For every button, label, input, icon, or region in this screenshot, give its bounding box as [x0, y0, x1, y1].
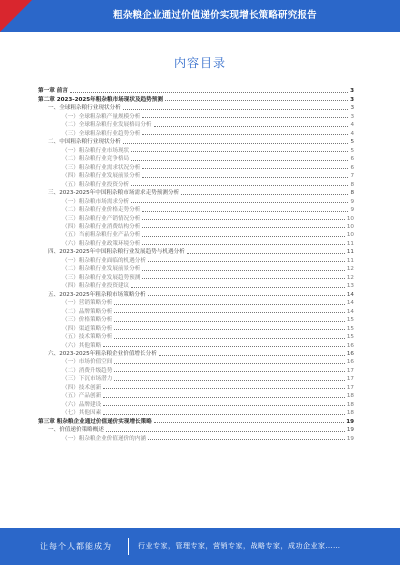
- toc-entry[interactable]: [38, 162, 354, 170]
- toc-leader-dots: [114, 304, 345, 305]
- toc-entry-title: 第三章 粗杂粮企业通过价值递价实现增长策略: [38, 418, 152, 425]
- toc-entry[interactable]: [38, 374, 354, 382]
- toc-leader-dots: [165, 100, 348, 101]
- toc-entry-title: （七）其他因素: [62, 410, 102, 417]
- toc-entry-page: 11: [346, 240, 354, 247]
- toc-leader-dots: [103, 388, 345, 389]
- toc-entry-title: （一）全球粗杂粮产量规模分析: [62, 113, 141, 120]
- toc-entry-page: 18: [346, 410, 354, 417]
- toc-leader-dots: [142, 168, 348, 169]
- toc-entry[interactable]: [38, 86, 354, 94]
- toc-entry-page: 15: [346, 334, 354, 341]
- toc-leader-dots: [114, 312, 345, 313]
- toc-leader-dots: [131, 202, 348, 203]
- toc-entry-page: 3: [350, 88, 354, 95]
- toc-entry-title: （二）粗杂粮行业竞争格局: [62, 156, 130, 163]
- toc-entry-page: 4: [350, 122, 354, 129]
- toc-leader-dots: [159, 355, 345, 356]
- toc-entry-title: （一）粗杂粮企业价值递价的内涵: [62, 435, 146, 442]
- toc-leader-dots: [142, 270, 345, 271]
- toc-entry-page: 17: [346, 376, 354, 383]
- toc-entry-title: （四）粗杂粮行业投资建议: [62, 283, 130, 290]
- toc-entry[interactable]: [38, 306, 354, 314]
- toc-leader-dots: [181, 194, 348, 195]
- toc-entry[interactable]: [38, 145, 354, 153]
- toc-leader-dots: [114, 338, 345, 339]
- toc-entry-title: （二）粗杂粮行业发展前景分析: [62, 266, 141, 273]
- toc-entry[interactable]: [38, 349, 354, 357]
- toc-entry-page: 16: [346, 359, 354, 366]
- toc-entry-page: 16: [346, 342, 354, 349]
- toc-entry-title: （六）品牌建设: [62, 401, 102, 408]
- toc-entry[interactable]: [38, 94, 354, 102]
- toc-leader-dots: [106, 431, 345, 432]
- header-banner: [0, 0, 400, 32]
- toc-entry[interactable]: [38, 332, 354, 340]
- toc-leader-dots: [114, 321, 345, 322]
- toc-entry[interactable]: [38, 230, 354, 238]
- toc-leader-dots: [70, 92, 348, 93]
- toc-entry[interactable]: [38, 416, 354, 424]
- toc-leader-dots: [114, 380, 345, 381]
- toc-entry-title: （三）粗杂粮行业产销情况分析: [62, 215, 141, 222]
- toc-entry-page: 11: [346, 257, 354, 264]
- toc-leader-dots: [103, 405, 345, 406]
- toc-entry-title: （四）粗杂粮行业消费结构分析: [62, 223, 141, 230]
- toc-leader-dots: [131, 151, 348, 152]
- toc-entry-page: 15: [346, 317, 354, 324]
- toc-leader-dots: [148, 261, 345, 262]
- toc-entry-title: （四）渠道策略分析: [62, 325, 113, 332]
- toc-entry-title: （四）粗杂粮行业发展前景分析: [62, 173, 141, 180]
- toc-entry-page: 12: [346, 274, 354, 281]
- toc-entry[interactable]: [38, 179, 354, 187]
- toc-entry-page: 4: [350, 130, 354, 137]
- toc-entry-title: 四、2023-2025年中国粗杂粮行业发展趋势与机遇分析: [48, 249, 185, 256]
- toc-entry[interactable]: [38, 137, 354, 145]
- report-title: 粗杂粮企业通过价值递价实现增长策略研究报告: [113, 10, 317, 21]
- toc-entry[interactable]: [38, 357, 354, 365]
- toc-entry[interactable]: [38, 340, 354, 348]
- toc-entry[interactable]: [38, 128, 354, 136]
- toc-entry-page: 3: [350, 113, 354, 120]
- toc-entry-title: （二）粗杂粮行业价格走势分析: [62, 207, 141, 214]
- table-of-contents: [38, 86, 354, 442]
- toc-entry-title: （五）当前粗杂粮行业产品分析: [62, 232, 141, 239]
- toc-entry[interactable]: [38, 171, 354, 179]
- toc-entry[interactable]: [38, 272, 354, 280]
- toc-entry-page: 8: [350, 181, 354, 188]
- toc-entry-title: （三）全球粗杂粮行业趋势分析: [62, 130, 141, 137]
- toc-entry-title: （六）粗杂粮行业政策环境分析: [62, 240, 141, 247]
- toc-entry-page: 6: [350, 156, 354, 163]
- header-red-corner: [0, 0, 32, 32]
- toc-entry-title: 五、2023-2025年粗杂粮市场策略分析: [48, 291, 146, 298]
- toc-entry-title: （三）粗杂粮行业需求状况分析: [62, 164, 141, 171]
- toc-entry-page: 5: [350, 139, 354, 146]
- toc-leader-dots: [148, 295, 345, 296]
- toc-entry[interactable]: [38, 433, 354, 441]
- toc-entry-title: 一、全球粗杂粮行业现状分析: [48, 105, 121, 112]
- toc-entry-title: （三）粗杂粮行业发展趋势预测: [62, 274, 141, 281]
- toc-entry-title: （五）产品创新: [62, 393, 102, 400]
- toc-entry[interactable]: [38, 255, 354, 263]
- toc-entry[interactable]: [38, 298, 354, 306]
- toc-entry[interactable]: [38, 238, 354, 246]
- toc-entry[interactable]: [38, 408, 354, 416]
- toc-entry-page: 14: [346, 300, 354, 307]
- toc-leader-dots: [142, 117, 348, 118]
- toc-entry-title: （五）技术策略分析: [62, 334, 113, 341]
- toc-entry[interactable]: [38, 247, 354, 255]
- toc-leader-dots: [131, 185, 348, 186]
- toc-entry-page: 13: [346, 283, 354, 290]
- toc-entry[interactable]: [38, 120, 354, 128]
- toc-entry[interactable]: [38, 154, 354, 162]
- toc-leader-dots: [142, 236, 345, 237]
- toc-leader-dots: [103, 397, 345, 398]
- toc-leader-dots: [114, 329, 345, 330]
- toc-entry-page: 14: [346, 291, 354, 298]
- toc-entry-page: 3: [350, 105, 354, 112]
- toc-entry-title: 一、价值递价策略概述: [48, 427, 104, 434]
- toc-leader-dots: [148, 439, 345, 440]
- toc-entry[interactable]: [38, 264, 354, 272]
- footer-banner: [0, 528, 400, 565]
- toc-entry-page: 12: [346, 266, 354, 273]
- toc-entry-page: 19: [346, 418, 354, 425]
- toc-leader-dots: [154, 126, 349, 127]
- toc-leader-dots: [142, 211, 348, 212]
- toc-leader-dots: [123, 143, 349, 144]
- toc-entry-page: 3: [350, 96, 354, 103]
- toc-entry-page: 16: [346, 351, 354, 357]
- toc-entry-page: 8: [350, 190, 354, 197]
- toc-entry-title: （一）粗杂粮行业面临的机遇分析: [62, 257, 146, 264]
- toc-entry-page: 9: [350, 207, 354, 214]
- toc-leader-dots: [154, 422, 344, 423]
- toc-entry-page: 10: [346, 232, 354, 239]
- toc-entry-page: 14: [346, 308, 354, 315]
- toc-entry[interactable]: [38, 399, 354, 407]
- toc-entry-page: 10: [346, 215, 354, 222]
- toc-entry-title: （二）消费升级趋势: [62, 367, 113, 374]
- toc-leader-dots: [103, 346, 345, 347]
- toc-leader-dots: [142, 244, 345, 245]
- toc-entry-title: 第一章 前言: [38, 88, 68, 95]
- toc-entry-title: （三）下沉市场潜力: [62, 376, 113, 383]
- toc-entry[interactable]: [38, 382, 354, 390]
- toc-entry-title: （一）营销策略分析: [62, 300, 113, 307]
- toc-leader-dots: [142, 134, 348, 135]
- toc-entry-page: 6: [350, 164, 354, 171]
- toc-entry-title: 第二章 2023-2025年粗杂粮市场现状及趋势预测: [38, 96, 163, 103]
- toc-entry-page: 7: [350, 173, 354, 180]
- toc-entry-title: （四）技术创新: [62, 384, 102, 391]
- toc-leader-dots: [123, 109, 349, 110]
- toc-entry[interactable]: [38, 188, 354, 196]
- toc-leader-dots: [114, 363, 345, 364]
- toc-entry-title: （一）市场价值空间: [62, 359, 113, 366]
- toc-entry-title: （二）品牌策略分析: [62, 308, 113, 315]
- toc-entry-page: 18: [346, 393, 354, 400]
- toc-entry[interactable]: [38, 103, 354, 111]
- toc-entry[interactable]: [38, 315, 354, 323]
- toc-entry[interactable]: [38, 196, 354, 204]
- toc-entry[interactable]: [38, 222, 354, 230]
- footer-divider: [128, 538, 129, 555]
- footer-tagline: 让每个人都能成为: [40, 542, 112, 551]
- toc-entry-page: 15: [346, 325, 354, 332]
- toc-entry-page: 9: [350, 198, 354, 205]
- toc-entry-page: 17: [346, 384, 354, 391]
- toc-leader-dots: [187, 253, 345, 254]
- toc-entry[interactable]: [38, 281, 354, 289]
- toc-entry[interactable]: [38, 323, 354, 331]
- toc-entry[interactable]: [38, 365, 354, 373]
- toc-entry-title: （三）价格策略分析: [62, 317, 113, 324]
- toc-leader-dots: [131, 160, 348, 161]
- toc-leader-dots: [142, 227, 345, 228]
- toc-entry-page: 11: [346, 249, 354, 256]
- toc-entry-page: 18: [346, 401, 354, 408]
- toc-entry-page: 5: [350, 147, 354, 154]
- toc-entry-title: 二、中国粗杂粮行业现状分析: [48, 139, 121, 146]
- toc-entry-title: （一）粗杂粮市场需求分析: [62, 198, 130, 205]
- toc-entry-title: （六）其他策略: [62, 342, 102, 349]
- toc-entry-title: （二）全球粗杂粮行业发展格局分析: [62, 122, 152, 129]
- toc-entry[interactable]: [38, 205, 354, 213]
- toc-entry-title: 六、2023-2025年粗杂粮企业价值增长分析: [48, 351, 157, 357]
- toc-entry[interactable]: [38, 213, 354, 221]
- toc-entry[interactable]: [38, 111, 354, 119]
- toc-leader-dots: [142, 278, 345, 279]
- footer-roles: 行业专家，管理专家，营销专家，战略专家，成功企业家……: [138, 542, 341, 550]
- toc-entry[interactable]: [38, 425, 354, 433]
- toc-entry-page: 17: [346, 367, 354, 374]
- toc-entry-title: （五）粗杂粮行业投资分析: [62, 181, 130, 188]
- toc-entry-page: 19: [346, 427, 354, 434]
- toc-entry[interactable]: [38, 391, 354, 399]
- toc-entry-page: 19: [346, 435, 354, 442]
- toc-leader-dots: [131, 287, 345, 288]
- toc-heading: 内容目录: [173, 56, 226, 70]
- toc-entry-title: （一）粗杂粮行业市场现状: [62, 147, 130, 154]
- toc-entry-title: 三、2023-2025年中国粗杂粮市场需求走势预测分析: [48, 190, 180, 197]
- toc-leader-dots: [103, 414, 345, 415]
- toc-leader-dots: [142, 219, 345, 220]
- toc-leader-dots: [142, 177, 348, 178]
- toc-leader-dots: [114, 371, 345, 372]
- toc-entry[interactable]: [38, 289, 354, 297]
- toc-entry-page: 10: [346, 223, 354, 230]
